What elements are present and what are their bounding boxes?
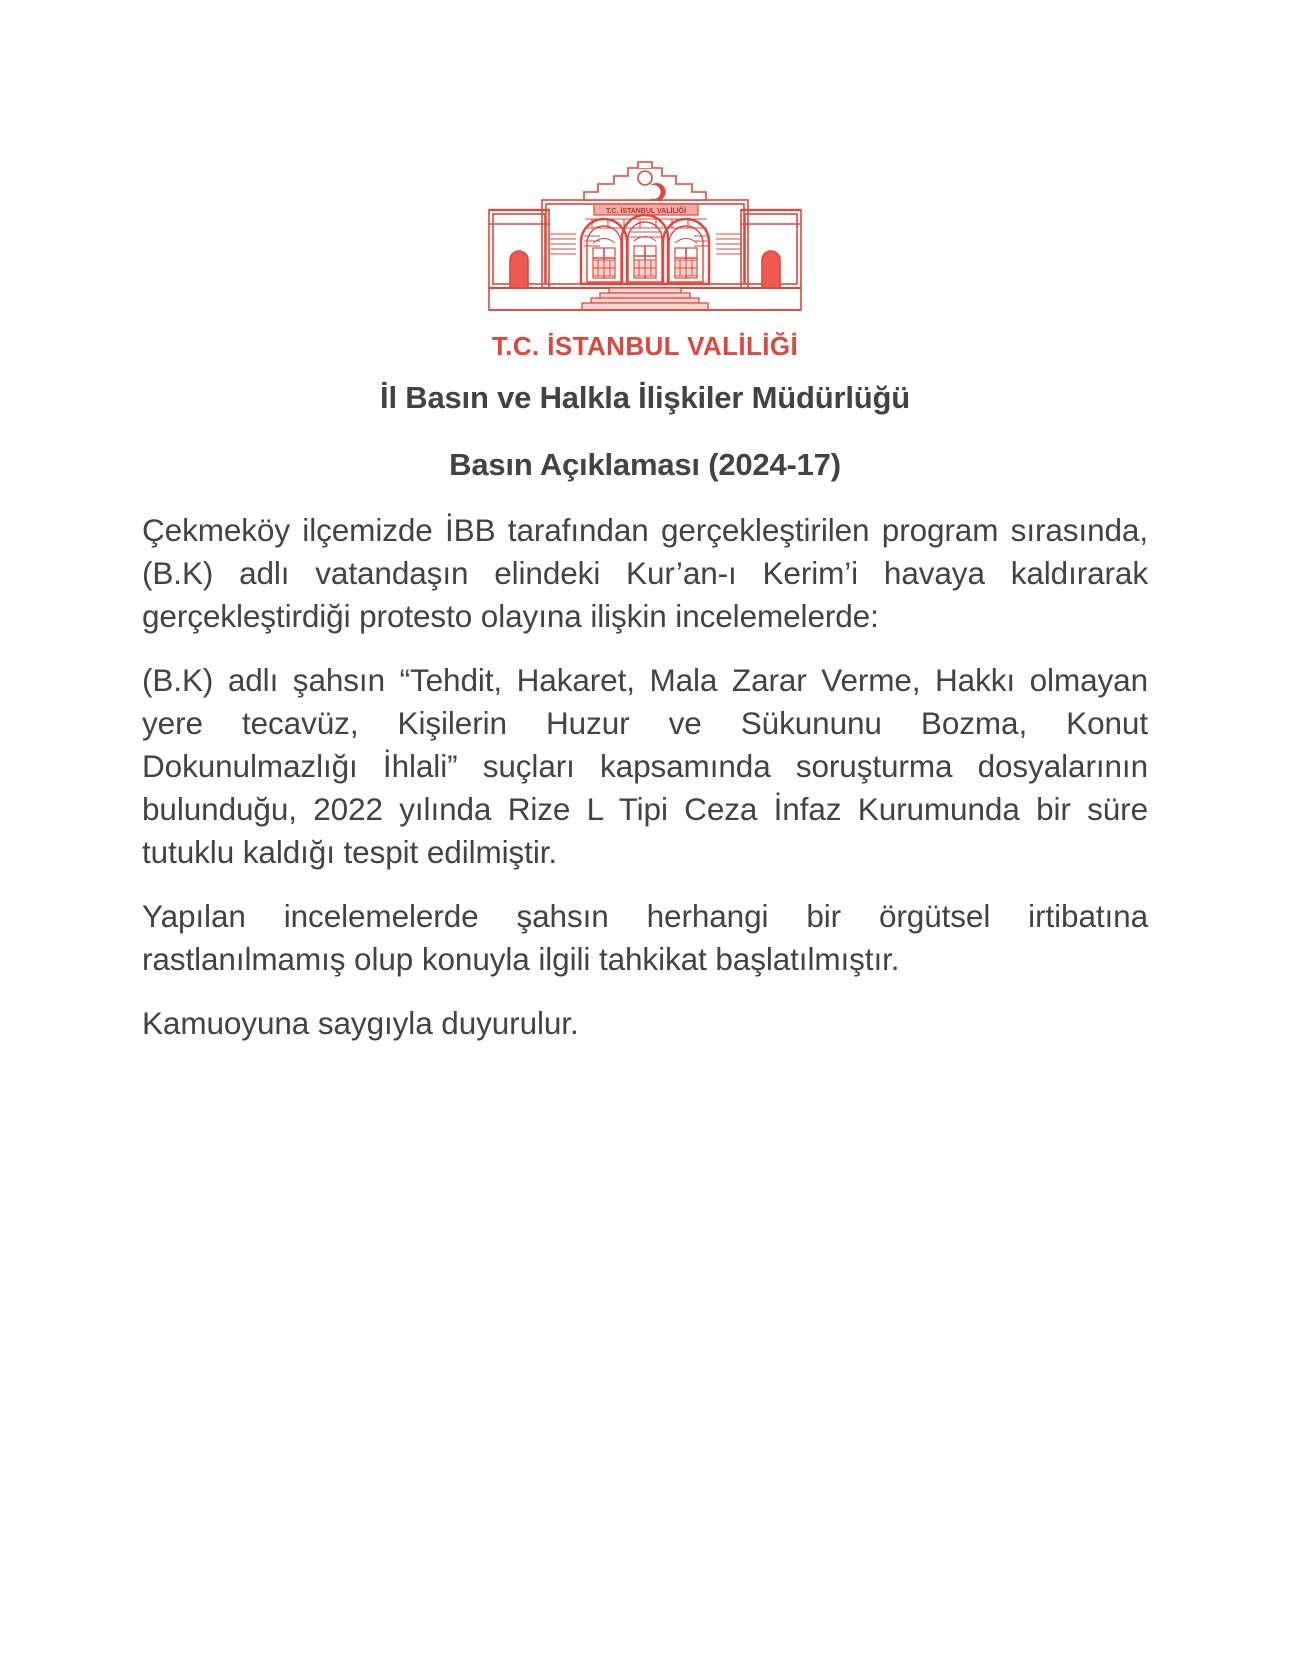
government-building-icon: [480, 152, 810, 327]
paragraph-1: Çekmeköy ilçemizde İBB tarafından gerçekleştirilen program sırasında, (B.K) adlı vatandaşın elindeki Kur’an-ı Kerim’i havaya kaldırarak gerçekleştirdiği protesto olayına ilişkin incelemelerde:: [142, 512, 1148, 635]
emblem-block: [0, 0, 1290, 359]
body-content: [0, 509, 1290, 1045]
paragraph-4: Kamuoyuna saygıyla duyurulur.: [142, 1005, 579, 1042]
emblem-frieze-text: T.C. İSTANBUL VALİLİĞİ: [605, 208, 687, 215]
emblem-caption: T.C. İSTANBUL VALİLİĞİ: [491, 331, 799, 361]
page-title: Basın Açıklaması (2024-17): [449, 447, 841, 483]
paragraph-3: Yapılan incelemelerde şahsın herhangi bir örgütsel irtibatına rastlanılmamış olup konuyla ilgili tahkikat başlatılmıştır.: [142, 898, 1148, 978]
paragraph-2: (B.K) adlı şahsın “Tehdit, Hakaret, Mala Zarar Verme, Hakkı olmayan yere tecavüz, Kişilerin Huzur ve Sükununu Bozma, Konut Dokunulmazlığı İhlali” suçları kapsamında soruşturma dosyalarının bulunduğu, 2022 yılında Rize L Tipi Ceza İnfaz Kurumunda bir süre tutuklu kaldığı tespit edilmiştir.: [142, 662, 1148, 871]
department-heading: İl Basın ve Halkla İlişkiler Müdürlüğü: [380, 380, 910, 415]
